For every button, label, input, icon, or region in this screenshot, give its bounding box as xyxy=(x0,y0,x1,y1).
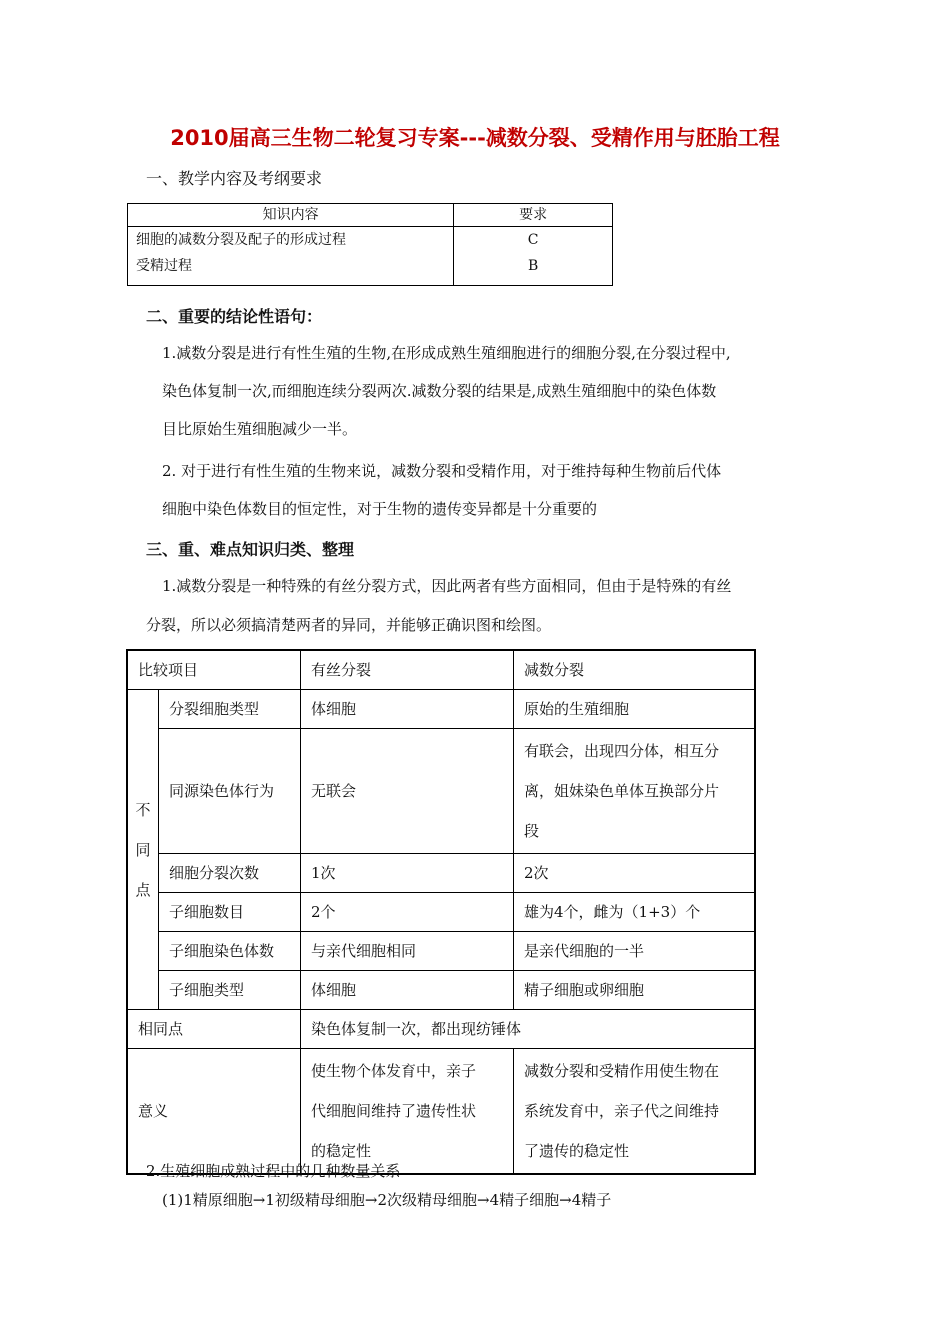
text-line: 段 xyxy=(524,822,540,840)
text-line: 系统发育中，亲子代之间维持 xyxy=(524,1102,720,1120)
text-line: 减数分裂和受精作用使生物在 xyxy=(524,1062,720,1080)
vertical-char: 不 xyxy=(135,800,151,819)
text-line: 分裂，所以必须搞清楚两者的异同，并能够正确识图和绘图。 xyxy=(146,616,552,634)
table-cell: 体细胞 xyxy=(301,690,514,729)
text-line: 染色体复制一次,而细胞连续分裂两次.减数分裂的结果是,成熟生殖细胞中的染色体数 xyxy=(162,382,717,400)
table-cell-text: 受精过程 xyxy=(136,258,192,274)
table-cell: 与亲代细胞相同 xyxy=(301,932,514,971)
table-cell: 原始的生殖细胞 xyxy=(514,690,756,729)
table-cell: 染色体复制一次，都出现纺锤体 xyxy=(301,1010,756,1049)
conclusion-paragraph-1 xyxy=(162,334,832,372)
vertical-char: 同 xyxy=(135,840,151,859)
table-cell xyxy=(514,729,756,854)
conclusion-paragraph-1-cont xyxy=(162,372,832,448)
text-line: 1.减数分裂是一种特殊的有丝分裂方式，因此两者有些方面相同，但由于是特殊的有丝 xyxy=(162,577,732,595)
table-cell: 1次 xyxy=(301,854,514,893)
conclusion-paragraph-2 xyxy=(162,452,832,528)
comparison-table xyxy=(126,649,756,1175)
table-cell: 细胞分裂次数 xyxy=(159,854,301,893)
table-cell-text: B xyxy=(528,258,539,274)
text-line: 代细胞间维持了遗传性状 xyxy=(311,1102,477,1120)
table-cell: 分裂细胞类型 xyxy=(159,690,301,729)
table-cell: 子细胞数目 xyxy=(159,893,301,932)
requirements-table xyxy=(127,203,613,286)
table-cell: 子细胞类型 xyxy=(159,971,301,1010)
table-cell: 意义 xyxy=(127,1049,301,1175)
text-line: 目比原始生殖细胞减少一半。 xyxy=(162,420,358,438)
point-2-heading: 2.生殖细胞成熟过程中的几种数量关系 xyxy=(146,1162,401,1180)
table-cell: 同源染色体行为 xyxy=(159,729,301,854)
table-cell xyxy=(514,1049,756,1175)
table-header: 要求 xyxy=(454,204,613,227)
table-cell: 相同点 xyxy=(127,1010,301,1049)
text-line: 2. 对于进行有性生殖的生物来说，减数分裂和受精作用，对于维持每种生物前后代体 xyxy=(162,462,722,480)
section-heading-3: 三、重、难点知识归类、整理 xyxy=(146,540,355,559)
table-cell-text: C xyxy=(527,232,539,248)
table-header: 知识内容 xyxy=(128,204,454,227)
table-cell xyxy=(301,1049,514,1175)
table-cell: 2个 xyxy=(301,893,514,932)
text-line: 1.减数分裂是进行有性生殖的生物,在形成成熟生殖细胞进行的细胞分裂,在分裂过程中, xyxy=(162,344,731,362)
table-cell: 是亲代细胞的一半 xyxy=(514,932,756,971)
text-line: 离，姐妹染色单体互换部分片 xyxy=(524,782,720,800)
vertical-char: 点 xyxy=(135,880,151,899)
table-cell xyxy=(454,227,613,286)
table-cell xyxy=(128,227,454,286)
section-heading-1: 一、教学内容及考纲要求 xyxy=(146,169,323,188)
page-title: 2010届高三生物二轮复习专案---减数分裂、受精作用与胚胎工程 xyxy=(170,126,780,150)
table-cell: 无联会 xyxy=(301,729,514,854)
text-line: 的稳定性 xyxy=(311,1142,372,1160)
table-cell: 精子细胞或卵细胞 xyxy=(514,971,756,1010)
text-line: 细胞中染色体数目的恒定性，对于生物的遗传变异都是十分重要的 xyxy=(162,500,598,518)
table-header: 比较项目 xyxy=(127,650,301,690)
table-header: 有丝分裂 xyxy=(301,650,514,690)
table-cell: 2次 xyxy=(514,854,756,893)
point-1-paragraph-cont xyxy=(146,606,816,644)
table-cell: 雄为4个，雌为（1+3）个 xyxy=(514,893,756,932)
text-line: 使生物个体发育中，亲子 xyxy=(311,1062,477,1080)
text-line: 了遗传的稳定性 xyxy=(524,1142,630,1160)
point-2-item-1: (1)1精原细胞→1初级精母细胞→2次级精母细胞→4精子细胞→4精子 xyxy=(162,1191,612,1209)
difference-label xyxy=(127,690,159,1010)
section-heading-2: 二、重要的结论性语句： xyxy=(146,307,323,326)
table-cell: 子细胞染色体数 xyxy=(159,932,301,971)
table-header: 减数分裂 xyxy=(514,650,756,690)
table-cell-text: 细胞的减数分裂及配子的形成过程 xyxy=(136,232,346,248)
point-1-paragraph xyxy=(162,567,832,605)
text-line: 有联会，出现四分体，相互分 xyxy=(524,742,720,760)
table-cell: 体细胞 xyxy=(301,971,514,1010)
